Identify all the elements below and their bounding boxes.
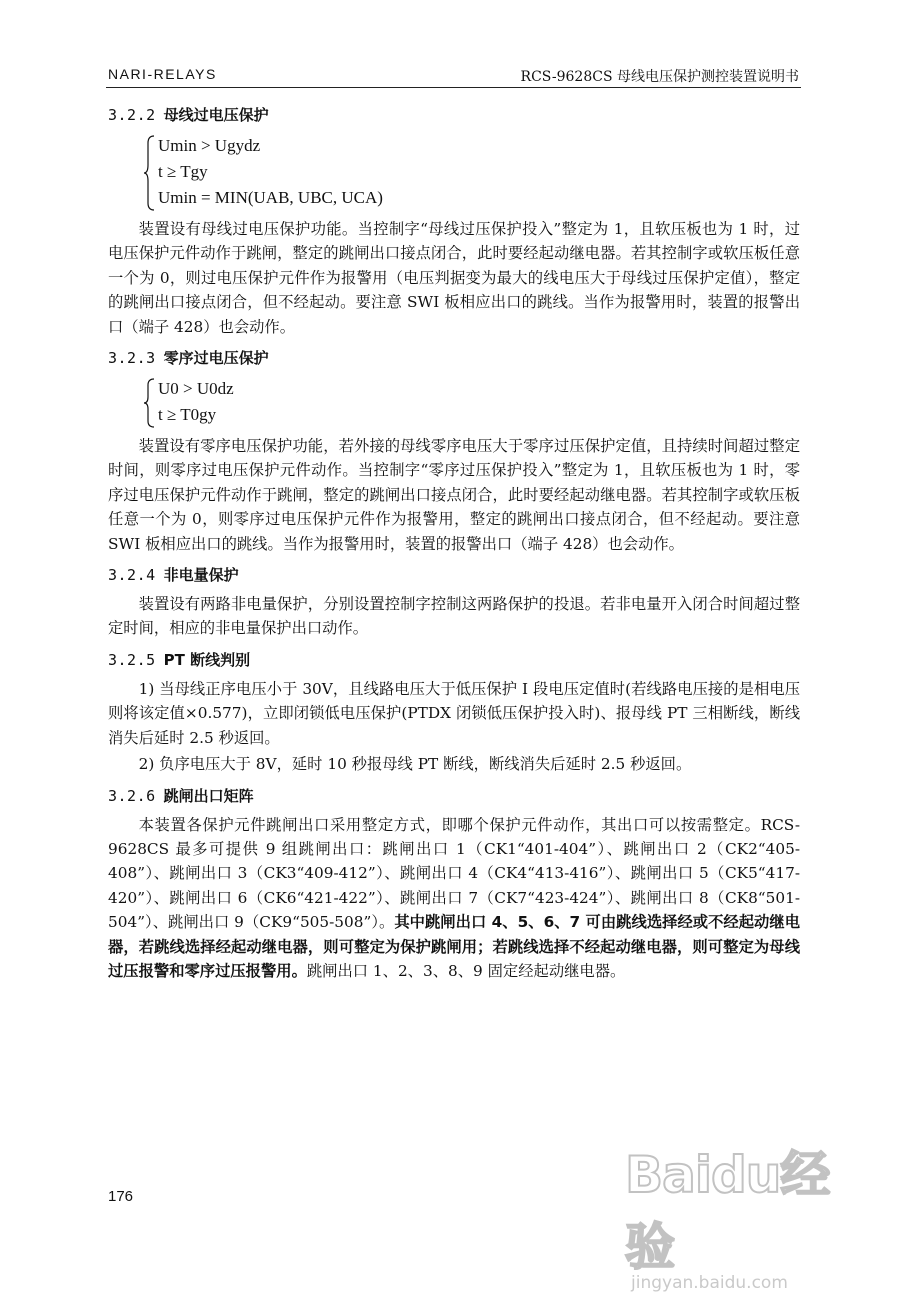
- left-brace-icon: [144, 135, 155, 211]
- section-heading: [108, 347, 800, 369]
- watermark-logo: Baidu经验: [625, 1146, 830, 1276]
- section-non-electrical-protection: [108, 564, 800, 641]
- section-title: 非电量保护: [163, 566, 239, 585]
- section-number: 3.2.2: [108, 106, 156, 124]
- formula-line: U0 > U0dz: [158, 379, 234, 399]
- section-heading: [108, 649, 800, 671]
- criteria-formula: [144, 133, 800, 211]
- left-brace-icon: [144, 378, 155, 428]
- section-number: 3.2.6: [108, 786, 156, 805]
- formula-line: Umin = MIN(UAB, UBC, UCA): [158, 188, 383, 207]
- list-item: 1) 当母线正序电压小于 30V，且线路电压大于低压保护 I 段电压定值时(若线路电压接的是相电压则将该定值×0.577)，立即闭锁低电压保护(PTDX 闭锁低压保护投入时)、报母线 PT 三相断线，断线消失后延时 2.5 秒返回。: [108, 679, 800, 747]
- section-title: 零序过电压保护: [163, 349, 269, 368]
- section-title: 母线过电压保护: [163, 106, 269, 124]
- section-heading: [108, 564, 800, 586]
- page-number: 176: [108, 1188, 134, 1205]
- watermark-url: jingyan.baidu.com: [631, 1273, 788, 1293]
- formula-line: t ≥ T0gy: [158, 405, 217, 425]
- criteria-formula: [144, 376, 800, 428]
- formula-line: t ≥ Tgy: [158, 162, 208, 181]
- body-paragraph: 装置设有母线过电压保护功能。当控制字“母线过压保护投入”整定为 1，且软压板也为 1 时，过电压保护元件动作于跳闸，整定的跳闸出口接点闭合，此时要经起动继电器。若其控制字或软压板任意一个为 0，则过电压保护元件作为报警用（电压判据变为最大的线电压大于母线过压保护定值），整定的跳闸出口接点闭合，但不经起动。要注意 SWI 板相应出口的跳线。当作为报警用时，装置的报警出口（端子 428）也会动作。: [108, 220, 800, 336]
- section-title: PT 断线判别: [163, 650, 251, 669]
- header-manual-title: RCS-9628CS 母线电压保护测控装置说明书: [520, 69, 799, 85]
- section-number: 3.2.5: [108, 650, 156, 669]
- header-rule: [106, 87, 801, 88]
- page-content: [108, 104, 800, 983]
- body-paragraph: 装置设有两路非电量保护，分别设置控制字控制这两路保护的投退。若非电量开入闭合时间超过整定时间，相应的非电量保护出口动作。: [108, 595, 800, 638]
- body-paragraph: 装置设有零序电压保护功能，若外接的母线零序电压大于零序过压保护定值，且持续时间超过整定时间，则零序过电压保护元件动作。当控制字“零序过压保护投入”整定为 1，且软压板也为 1 时，零序过电压保护元件动作于跳闸，整定的跳闸出口接点闭合，此时要经起动继电器。若其控制字或软压板任意一个为 0，则零序过电压保护元件作为报警用，整定的跳闸出口接点闭合，但不经起动。要注意 SWI 板相应出口的跳线。当作为报警用时，装置的报警出口（端子 428）也会动作。: [108, 437, 800, 553]
- section-title: 跳闸出口矩阵: [163, 786, 254, 805]
- body-paragraph: [108, 813, 800, 984]
- section-pt-break-detection: [108, 649, 800, 777]
- paragraph-text: 本装置各保护元件跳闸出口采用整定方式，即哪个保护元件动作，其出口可以按需整定。RCS-9628CS 最多可提供 9 组跳闸出口：跳闸出口 1（CK1“401-404”）、跳闸出口 2（CK2“405-408”）、跳闸出口 3（CK3“409-412”）、跳闸出口 4（CK4“413-416”）、跳闸出口 5（CK5“417-420”）、跳闸出口 6（CK6“421-422”）、跳闸出口 7（CK7“423-424”）、跳闸出口 8（CK8“501-504”）、跳闸出口 9（CK9“505-508”）。: [108, 815, 800, 932]
- emphasized-text: 其中跳闸出口 4、5、6、7 可由跳线选择经或不经起动继电器，若跳线选择经起动继电器，则可整定为保护跳闸用；若跳线选择不经起动继电器，则可整定为母线过压报警和零序过压报警用。: [108, 913, 800, 980]
- section-trip-output-matrix: [108, 785, 800, 984]
- section-bus-overvoltage: [108, 104, 800, 339]
- paragraph-text: 跳闸出口 1、2、3、8、9 固定经起动继电器。: [306, 961, 626, 980]
- baidu-watermark: [625, 1135, 835, 1293]
- list-item: 2) 负序电压大于 8V，延时 10 秒报母线 PT 断线，断线消失后延时 2.5 秒返回。: [138, 755, 692, 774]
- section-heading: [108, 785, 800, 807]
- section-zero-sequence-overvoltage: [108, 347, 800, 556]
- section-number: 3.2.4: [108, 566, 156, 585]
- formula-line: Umin > Ugydz: [158, 136, 261, 155]
- section-number: 3.2.3: [108, 349, 156, 368]
- section-heading: [108, 104, 800, 126]
- header-brand: NARI-RELAYS: [108, 66, 217, 82]
